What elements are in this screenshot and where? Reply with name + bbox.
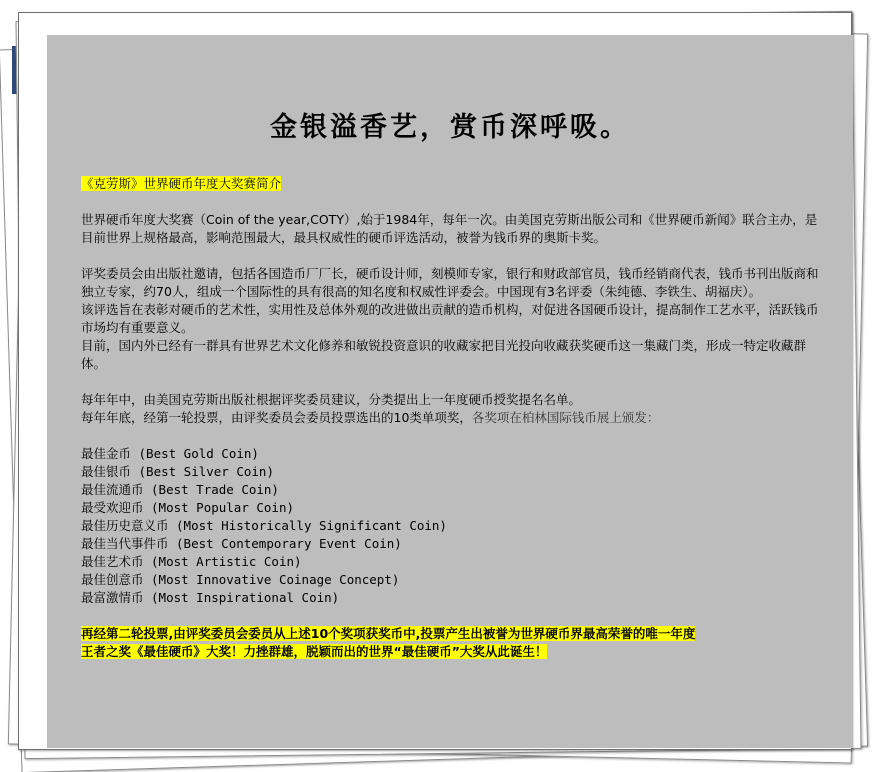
paragraph-collectors: 目前，国内外已经有一群具有世界艺术文化修养和敏锐投资意识的收藏家把目光投向收藏获奖硬币这一集藏门类，形成一特定收藏群体。	[81, 338, 807, 371]
paragraph-origin: 世界硬币年度大奖赛（Coin of the year,COTY）,始于1984年，每年一次。由美国克劳斯出版公司和《世界硬币新闻》联合主办，是目前世界上规格最高，影响范围最大，最具权威性的硬币评选活动，被誉为钱币界的奥斯卡奖。	[81, 212, 818, 245]
paragraph-purpose: 该评选旨在表彰对硬币的艺术性，实用性及总体外观的改进做出贡献的造币机构，对促进各国硬币设计，提高制作工艺水平，活跃钱币市场均有重要意义。	[81, 302, 819, 335]
paragraph-midyear: 每年年中，由美国克劳斯出版社根据评奖委员建议，分类提出上一年度硬币授奖提名名单。	[81, 392, 582, 407]
list-item: 最佳创意币 (Most Innovative Coinage Concept)	[81, 572, 400, 587]
list-item: 最佳流通币 (Best Trade Coin)	[81, 482, 279, 497]
award-ceremony-text: 各奖项在柏林国际钱币展上颁发：	[471, 410, 660, 425]
list-item: 最佳历史意义币 (Most Historically Significant Coin)	[81, 518, 447, 533]
final-line-1: 再经第二轮投票,由评奖委员会委员从上述10个奖项获奖币中,投票产生出被誉为世界硬币界最高荣誉的唯一年度	[81, 626, 696, 641]
front-sheet	[18, 12, 852, 750]
article-body	[81, 175, 821, 661]
final-line-2: 王者之奖《最佳硬币》大奖！力挫群雄，脱颖而出的世界“最佳硬币”大奖从此诞生！	[81, 644, 548, 659]
page-headline: 金银溢香艺，赏币深呼吸。	[270, 112, 630, 143]
list-item: 最受欢迎币 (Most Popular Coin)	[81, 500, 295, 515]
paragraph-committee: 评奖委员会由出版社邀请，包括各国造币厂厂长，硬币设计师，刻模师专家，银行和财政部官员，钱币经销商代表，钱币书刊出版商和独立专家，约70人，组成一个国际性的具有很高的知名度和权威性评委会。中国现有3名评委（朱纯德、李铁生、胡福庆）。	[81, 266, 819, 299]
list-item: 最佳银币 (Best Silver Coin)	[81, 464, 274, 479]
list-item: 最佳当代事件币 (Best Contemporary Event Coin)	[81, 536, 402, 551]
final-paragraph	[81, 625, 821, 661]
yearend-text: 每年年底，经第一轮投票，由评奖委员会委员投票选出的10类单项奖，	[81, 410, 472, 425]
content-panel	[47, 35, 853, 748]
paragraph-yearend	[81, 409, 821, 427]
intro-heading: 《克劳斯》世界硬币年度大奖赛简介	[81, 176, 282, 191]
list-item: 最富激情币 (Most Inspirational Coin)	[81, 590, 340, 605]
award-list	[81, 445, 821, 607]
list-item: 最佳金币 (Best Gold Coin)	[81, 446, 259, 461]
list-item: 最佳艺术币 (Most Artistic Coin)	[81, 554, 302, 569]
